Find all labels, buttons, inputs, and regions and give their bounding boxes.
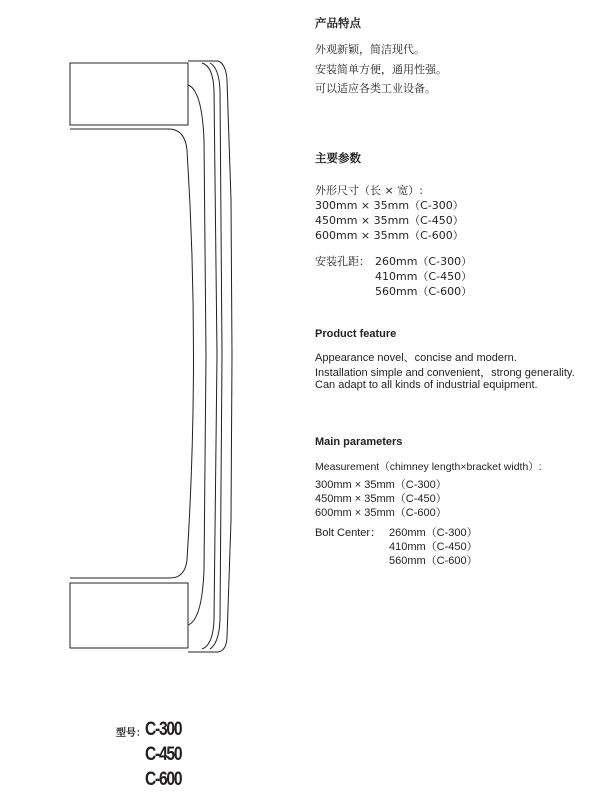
- cn-feature-line: 可以适应各类工业设备。: [315, 82, 436, 95]
- en-feature-line: Can adapt to all kinds of industrial equipment.: [315, 379, 538, 391]
- cn-hole-line: 260mm（C-300）: [375, 255, 473, 268]
- handle-inner-curve: [70, 129, 194, 578]
- model-number: C-300: [145, 719, 182, 740]
- handle-outer-outline: [188, 61, 232, 652]
- top-mount-block: [70, 63, 188, 125]
- cn-size-line: 450mm × 35mm（C-450）: [315, 214, 464, 227]
- handle-center-line: [188, 85, 206, 625]
- cn-feature-title: 产品特点: [315, 16, 361, 30]
- bottom-mount-block: [70, 583, 188, 648]
- cn-hole-label: 安装孔距：: [315, 255, 370, 268]
- en-params-title: Main parameters: [315, 436, 403, 448]
- cn-hole-line: 410mm（C-450）: [375, 270, 473, 283]
- en-bolt-label: Bolt Center：: [315, 527, 382, 539]
- cn-size-line: 600mm × 35mm（C-600）: [315, 229, 464, 242]
- en-size-line: 300mm × 35mm（C-300）: [315, 479, 447, 491]
- en-feature-line: Appearance novel、concise and modern.: [315, 352, 517, 364]
- cn-hole-line: 560mm（C-600）: [375, 285, 473, 298]
- en-size-line: 450mm × 35mm（C-450）: [315, 493, 447, 505]
- en-bolt-line: 410mm（C-450）: [389, 541, 478, 553]
- handle-inner-line-2: [210, 63, 222, 649]
- cn-params-title: 主要参数: [315, 151, 361, 165]
- en-bolt-line: 560mm（C-600）: [389, 555, 478, 567]
- cn-size-label: 外形尺寸（长 × 宽）:: [315, 184, 423, 197]
- cn-size-line: 300mm × 35mm（C-300）: [315, 199, 464, 212]
- en-bolt-line: 260mm（C-300）: [389, 527, 478, 539]
- en-size-line: 600mm × 35mm（C-600）: [315, 507, 447, 519]
- cn-feature-line: 安装简单方便，通用性强。: [315, 63, 447, 76]
- en-measure-label: Measurement（chimney length×bracket width）:: [315, 461, 542, 473]
- model-number: C-600: [145, 769, 182, 790]
- cn-feature-line: 外观新颖，简洁现代。: [315, 43, 425, 56]
- en-feature-title: Product feature: [315, 328, 397, 340]
- model-number: C-450: [145, 744, 182, 765]
- en-feature-line: Installation simple and convenient，strong generality.: [315, 367, 575, 379]
- model-label: 型号：: [116, 728, 146, 739]
